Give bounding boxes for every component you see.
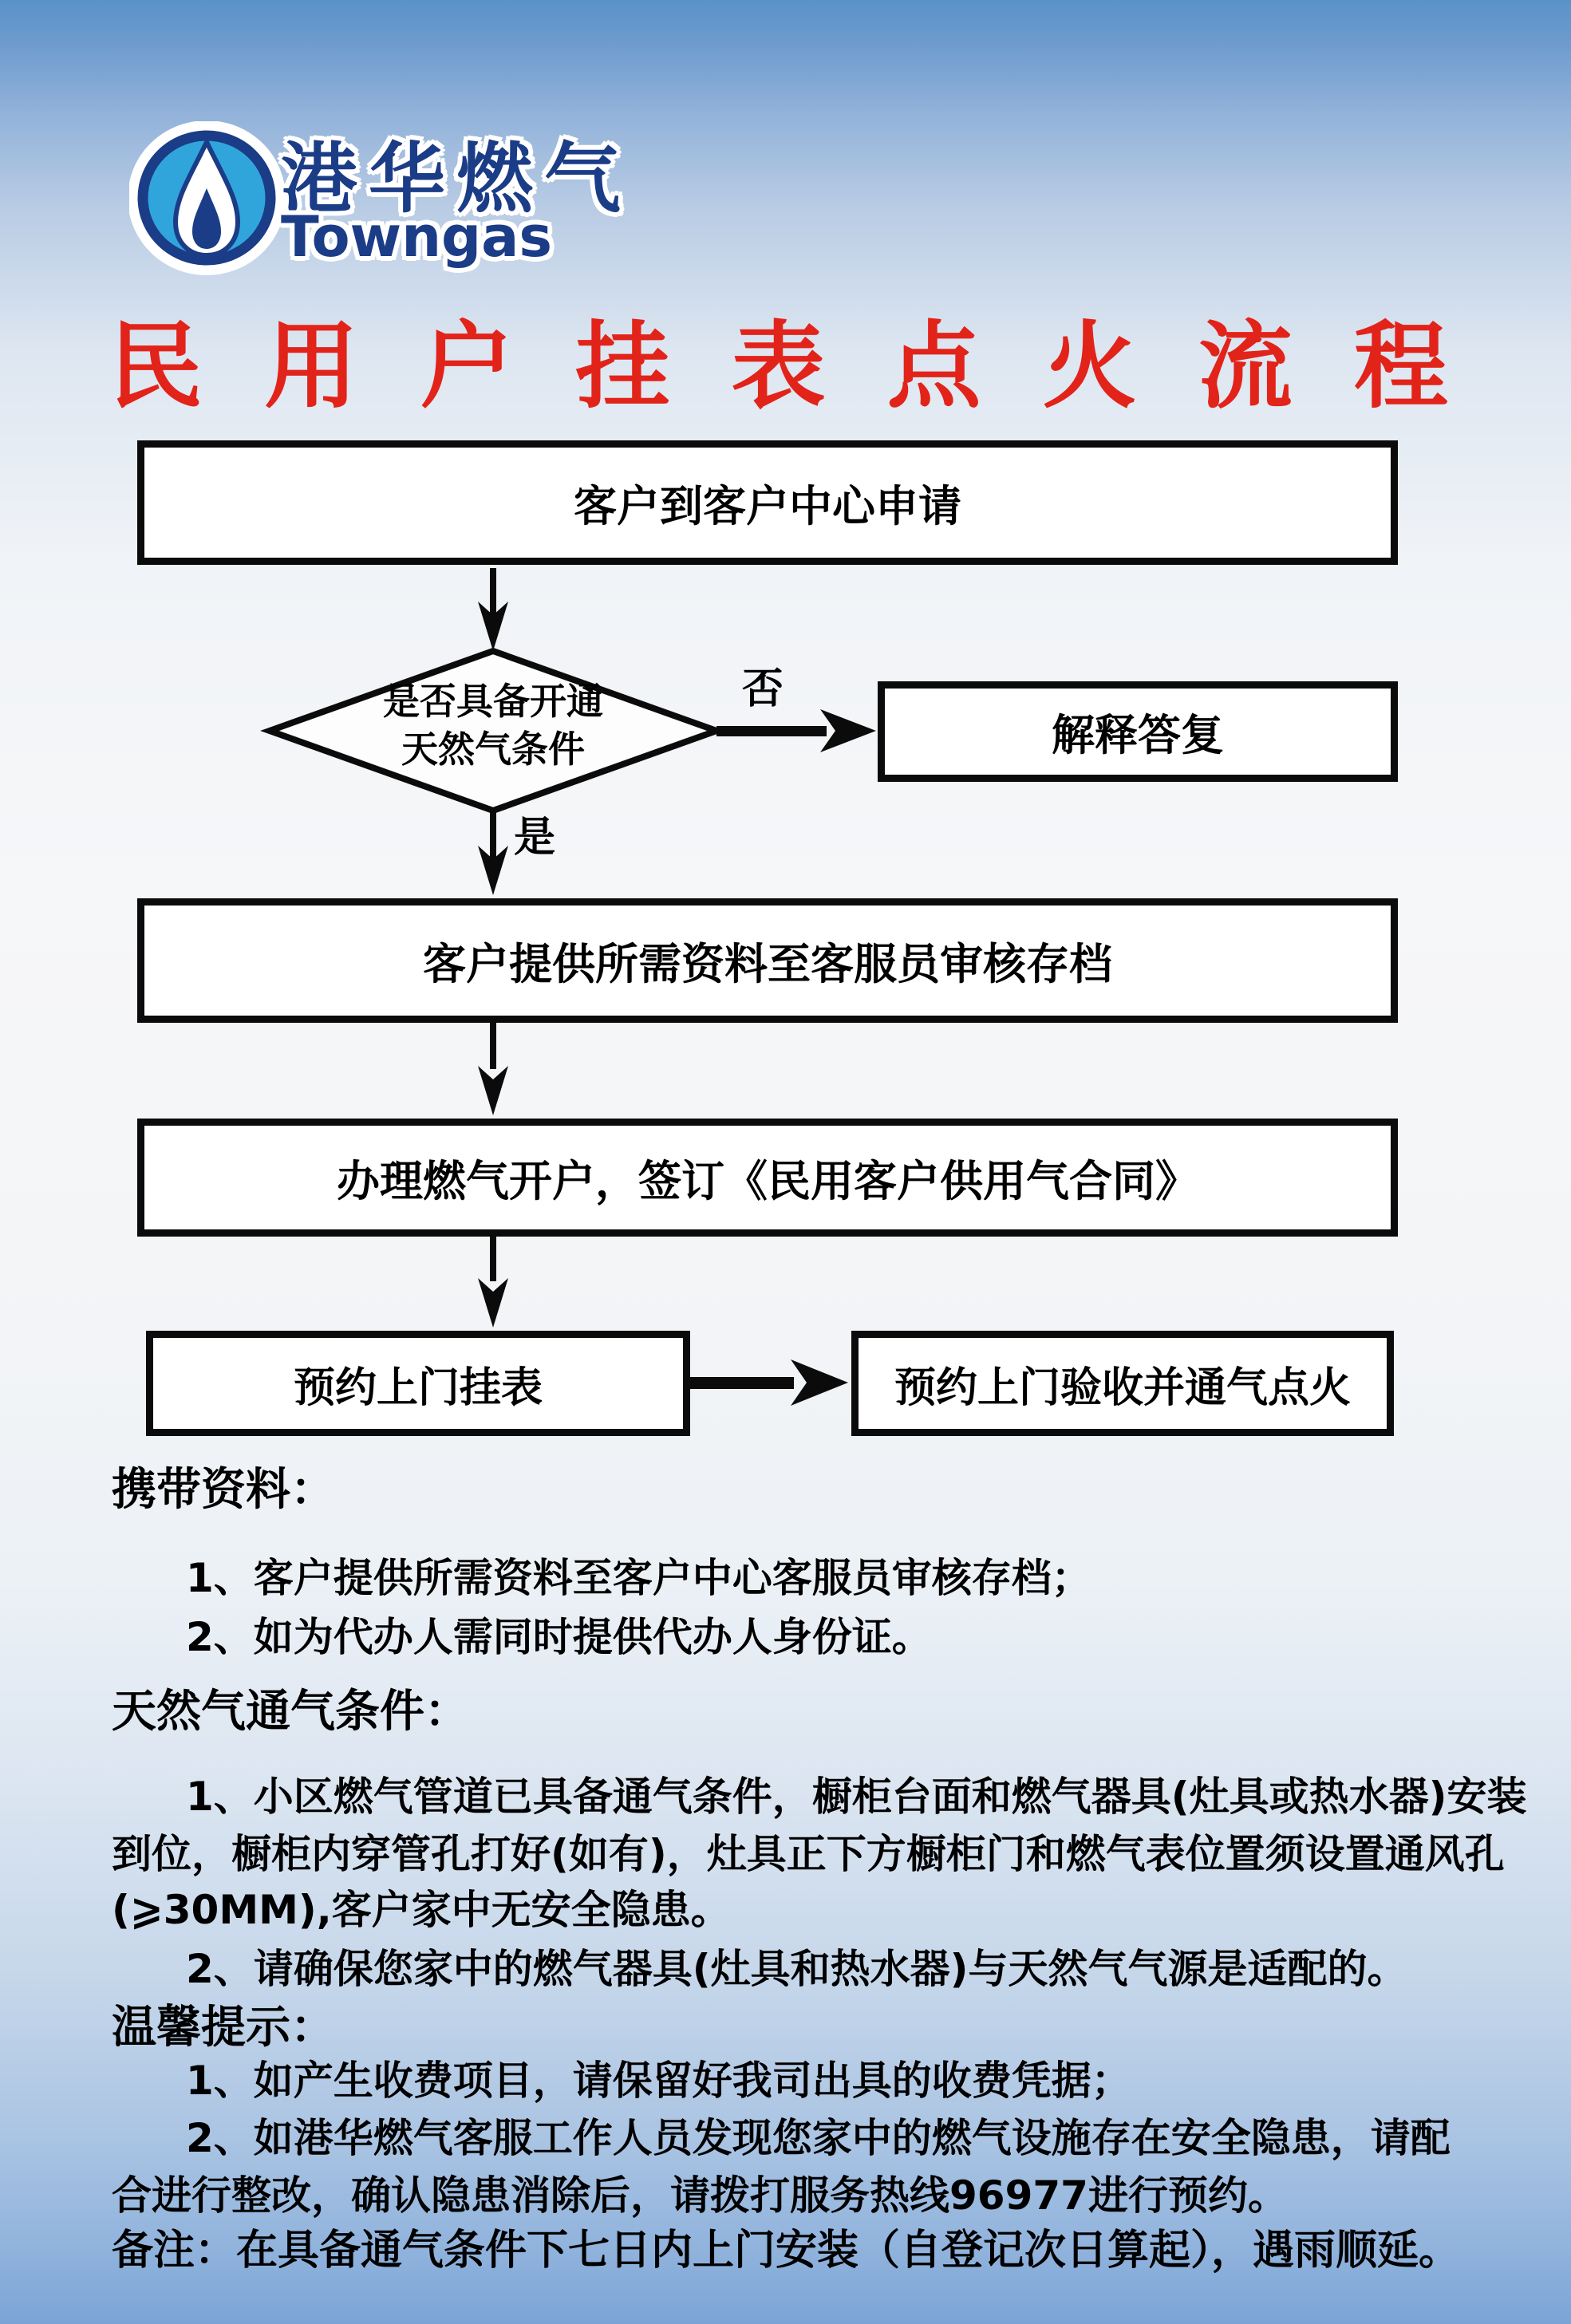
flow-step3-label: 办理燃气开户，签订《民用客户供用气合同》 <box>337 1155 1198 1206</box>
flow-step2-box <box>137 898 1398 1023</box>
conditions-heading: 天然气通气条件： <box>112 1686 469 1738</box>
decision-line2: 天然气条件 <box>401 727 585 771</box>
arrow-step2-to-step3 <box>478 1023 508 1115</box>
conditions-item1-line1: 1、小区燃气管道已具备通气条件，橱柜台面和燃气器具(灶具或热水器)安装 <box>186 1774 1527 1820</box>
decision-line1: 是否具备开通 <box>383 680 603 723</box>
tips-item2-line1: 2、如港华燃气客服工作人员发现您家中的燃气设施存在安全隐患，请配 <box>186 2115 1451 2161</box>
tips-heading: 温馨提示： <box>112 2002 335 2054</box>
conditions-item2: 2、请确保您家中的燃气器具(灶具和热水器)与天然气气源是适配的。 <box>186 1946 1407 1992</box>
note-line: 备注：在具备通气条件下七日内上门安装（自登记次日算起），遇雨顺延。 <box>112 2227 1461 2275</box>
flow-step4-box <box>146 1331 690 1436</box>
flow-step2-label: 客户提供所需资料至客服员审核存档 <box>423 938 1112 989</box>
logo-name-zh: 港华燃气 <box>281 134 632 223</box>
logo-name-en: Towngas <box>281 204 553 270</box>
page-title: 民 用 户 挂 表 点 火 流 程 <box>109 311 1462 421</box>
arrow-step4-to-step5 <box>690 1359 848 1406</box>
conditions-item1-line2: 到位，橱柜内穿管孔打好(如有)，灶具正下方橱柜门和燃气表位置须设置通风孔 <box>112 1831 1505 1877</box>
tips-item1: 1、如产生收费项目，请保留好我司出具的收费凭据； <box>186 2058 1131 2104</box>
flow-step1-box <box>137 440 1398 565</box>
carry-item-1: 1、客户提供所需资料至客户中心客服员审核存档； <box>186 1555 1091 1601</box>
carry-item-2: 2、如为代办人需同时提供代办人身份证。 <box>186 1614 932 1660</box>
carry-heading: 携带资料： <box>112 1464 335 1516</box>
edge-label-yes: 是 <box>514 814 556 862</box>
decision-text <box>318 678 669 774</box>
flow-step4-label: 预约上门挂表 <box>293 1363 543 1412</box>
arrow-decision-to-step2 <box>478 811 508 895</box>
flow-step1-label: 客户到客户中心申请 <box>574 480 961 531</box>
flow-explain-label: 解释答复 <box>1052 709 1224 760</box>
flow-explain-box <box>878 681 1398 782</box>
conditions-item1-line3: (⩾30MM),客户家中无安全隐患。 <box>112 1887 731 1933</box>
flow-step5-box <box>851 1331 1394 1436</box>
arrow-step1-to-decision <box>478 568 508 651</box>
arrow-step3-to-step4 <box>478 1237 508 1328</box>
flow-step5-label: 预约上门验收并通气点火 <box>894 1363 1351 1412</box>
arrow-decision-to-explain <box>716 709 876 752</box>
edge-label-no: 否 <box>742 665 784 713</box>
flow-step3-box <box>137 1119 1398 1237</box>
tips-item2-line2: 合进行整改，确认隐患消除后，请拨打服务热线96977进行预约。 <box>112 2172 1288 2219</box>
